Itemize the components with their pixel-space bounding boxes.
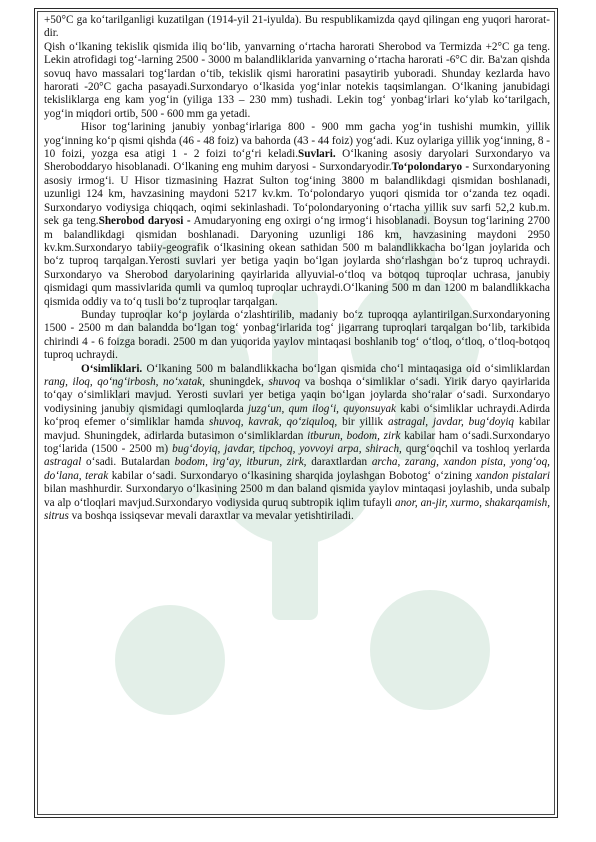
italic-term: rang, iloq, qo‘ng‘irbosh, no‘xatak, [44,375,205,388]
paragraph [44,14,550,41]
document-body [44,14,550,523]
bold-heading: To‘polondaryo - [391,161,470,174]
paragraph [44,309,550,363]
text-run: Qish o‘lkaning tekislik qismida iliq bo‘lib, yanvarning o‘rtacha harorati Sherobod va Termizda +2°C ga teng. Lekin atrofidagi tog‘-larning 2500 - 3000 m balandliklarida yanvarning o‘rtacha harorati -6°C dir. Ba'zan qishda sovuq havo massalari tog‘lardan o‘tib, tekislik qismi haroratini pasaytirib yuboradi. Shunday kezlarda havo harorati -20°C gacha pasayadi.Surxondaryo o‘lkasida yog‘inlar notekis taqsimlangan. O‘lkaning janubidagi tekisliklarga eng kam yog‘in (yiliga 133 – 230 mm) tushadi. Lekin tog‘ yonbag‘irlari ko‘ylab ko‘tarilgach, yog‘in miqdori ortib, 500 - 600 mm ga yetadi. [44,40,550,120]
paragraph [44,121,550,309]
text-run: kabilar o‘sadi. Surxondaryo o‘lkasining sharqida joylashgan Bobotog‘ o‘zining [108,469,476,482]
italic-term: shuvoq [268,375,301,388]
text-run: daraxtlardan [306,456,372,469]
bold-heading: Sherobod daryosi - [98,215,191,228]
italic-term: astragal, javdar, bug‘doyiq [387,416,515,429]
italic-term: itburun, bodom, zirk [307,429,401,442]
italic-term: anor, an-jir, xurmo, shakarqamish, sitrus [44,496,550,523]
bold-heading: Suvlari. [298,148,336,161]
text-run: bilan mashhurdir. Surxondaryo o‘lkasining 2500 m dan baland qismida yaylov mintaqasi joylashib, unda subalp va alp o‘tloqlari mavjud.Surxondaryo vodiysida quruq subtropik iqlim tufayli [44,483,550,509]
italic-term: juzg‘un, qum ilog‘i, quyonsuyak [247,402,397,415]
text-run: va boshqa o‘simliklar o‘sadi. Yirik daryo qayirlarida to‘qay o‘simliklari mavjud. Yerosti suvlari yer betiga yaqin bo‘lgan joylarda sho‘ralar o‘sadi. Surxondaryo vodiysining janubiy qismidagi qumloqlarda [44,375,550,415]
text-run: kabilar ham o‘sadi.Surxondaryo tog‘larida (1500 - 2500 m) [44,429,550,455]
text-run: bir yillik [337,416,388,429]
text-run: Bunday tuproqlar ko‘p joylarda o‘zlashtirilib, madaniy bo‘z tuproqqa aylantirilgan.Surxondaryoning 1500 - 2500 m dan balandda bo‘lgan tog‘ yonbag‘irlarida tog‘ jigarrang tuproqlari tarqalgan bo‘lib, tarkibida chirindi 4 - 6 foizga boradi. 2500 m dan yuqorida yaylov mintaqasi boshlanib tog‘ o‘tloq, o‘tloq, o‘tloq-botqoq tuproq uchraydi. [44,308,550,362]
paragraph [44,41,550,121]
text-run: shuningdek, [204,375,269,388]
italic-term: astragal [44,456,82,469]
text-run: +50°C ga ko‘tarilganligi kuzatilgan (1914-yil 21-iyulda). Bu respublikamizda qayd qilingan eng yuqori haroratdir. [44,14,550,40]
bold-heading: O‘simliklari. [81,362,143,375]
text-run: O‘lkaning 500 m balandlikkacha bo‘lgan qismida cho‘l mintaqasiga oid o‘simliklardan [142,362,550,375]
italic-term: bug‘doyiq, javdar, tipchoq, yovvoyi arpa, shirach, [172,443,402,455]
text-run: kabi o‘simliklar uchraydi.Adirda ko‘proq efemer o‘simliklar hamda [44,402,550,429]
italic-term: xandon pistalari [475,469,551,482]
text-run: o‘sadi. Butalardan [81,456,175,469]
text-run: Amudaryoning eng oxirgi o‘ng irmog‘i hisoblanadi. Boysun tog‘larining 2700 m balandlikdagi qismidan boshlanadi. Daryoning uzunligi 186 km, havzasining maydoni 2950 kv.km.Surxondaryo tabiiy-geografik o‘lkasining okean sathidan 500 m balandlikkacha bo‘lgan joylarida och bo‘z tuproq tarqalgan.Yerosti suvlari yer betiga yaqin bo‘lgan joylarda sho‘rlashgan bo‘z tuproq uchraydi. Surxondaryo va Sherobod daryolarining qayirlarida allyuvial-o‘tloq va botqoq tuproqlar uchrasa, janubiy qismidagi qum massivlarida qumli va qumloq tuproqlar uchraydi.O‘lkaning 500 m dan 1200 m balandlikkacha qismida oddiy va to‘q tusli bo‘z tuproqlar tarqalgan. [44,215,551,308]
text-run: Surxondaryoning asosiy irmog‘i. U Hisor tizmasining Hazrat Sulton tog‘ining 3800 m balandlikdagi qismidan boshlanadi, uzunligi 124 km, havzasining maydoni 5217 kv.km. To‘polondaryo yuqori qismida tor o‘zanda tez oqadi. Surxondaryo vodiysiga chiqqach, oqimi sekinlashadi. To‘polondaryoning o‘rtacha yillik suv sarfi 52,2 kub.m. sek ga teng. [44,161,550,228]
text-run: va boshqa issiqsevar mevali daraxtlar va mevalar yetishtiriladi. [68,510,354,523]
text-run: Hisor tog‘larining janubiy yonbag‘irlariga 800 - 900 mm gacha yog‘in tushishi mumkin, yillik yog‘inning ko‘p qismi qishda (46 - 48 foiz) va bahorda (43 - 44 foiz) yog‘adi. Kuz oylariga yillik yog‘inning, 8 - 10 foizi, yozga esa atigi 1 - 2 foizi to‘g‘ri keladi. [44,121,550,161]
text-run: kabilar mavjud. Shuningdek, adirlarda butasimon o‘simliklardan [44,416,550,442]
text-run: qurg‘oqchil va toshloq yerlarda [401,443,550,455]
italic-term: bodom, irg‘ay, itburun, zirk, [174,456,307,469]
italic-term: shuvoq, kavrak, qo‘ziquloq, [209,416,338,429]
text-run: O‘lkaning asosiy daryolari Surxondaryo va Sheroboddaryo hisoblanadi. O‘lkaning eng muhim daryosi - Surxondaryodir. [44,148,550,174]
italic-term: archa, zarang, xandon pista, yong‘oq, do‘lana, terak [44,456,550,482]
paragraph [44,363,550,524]
